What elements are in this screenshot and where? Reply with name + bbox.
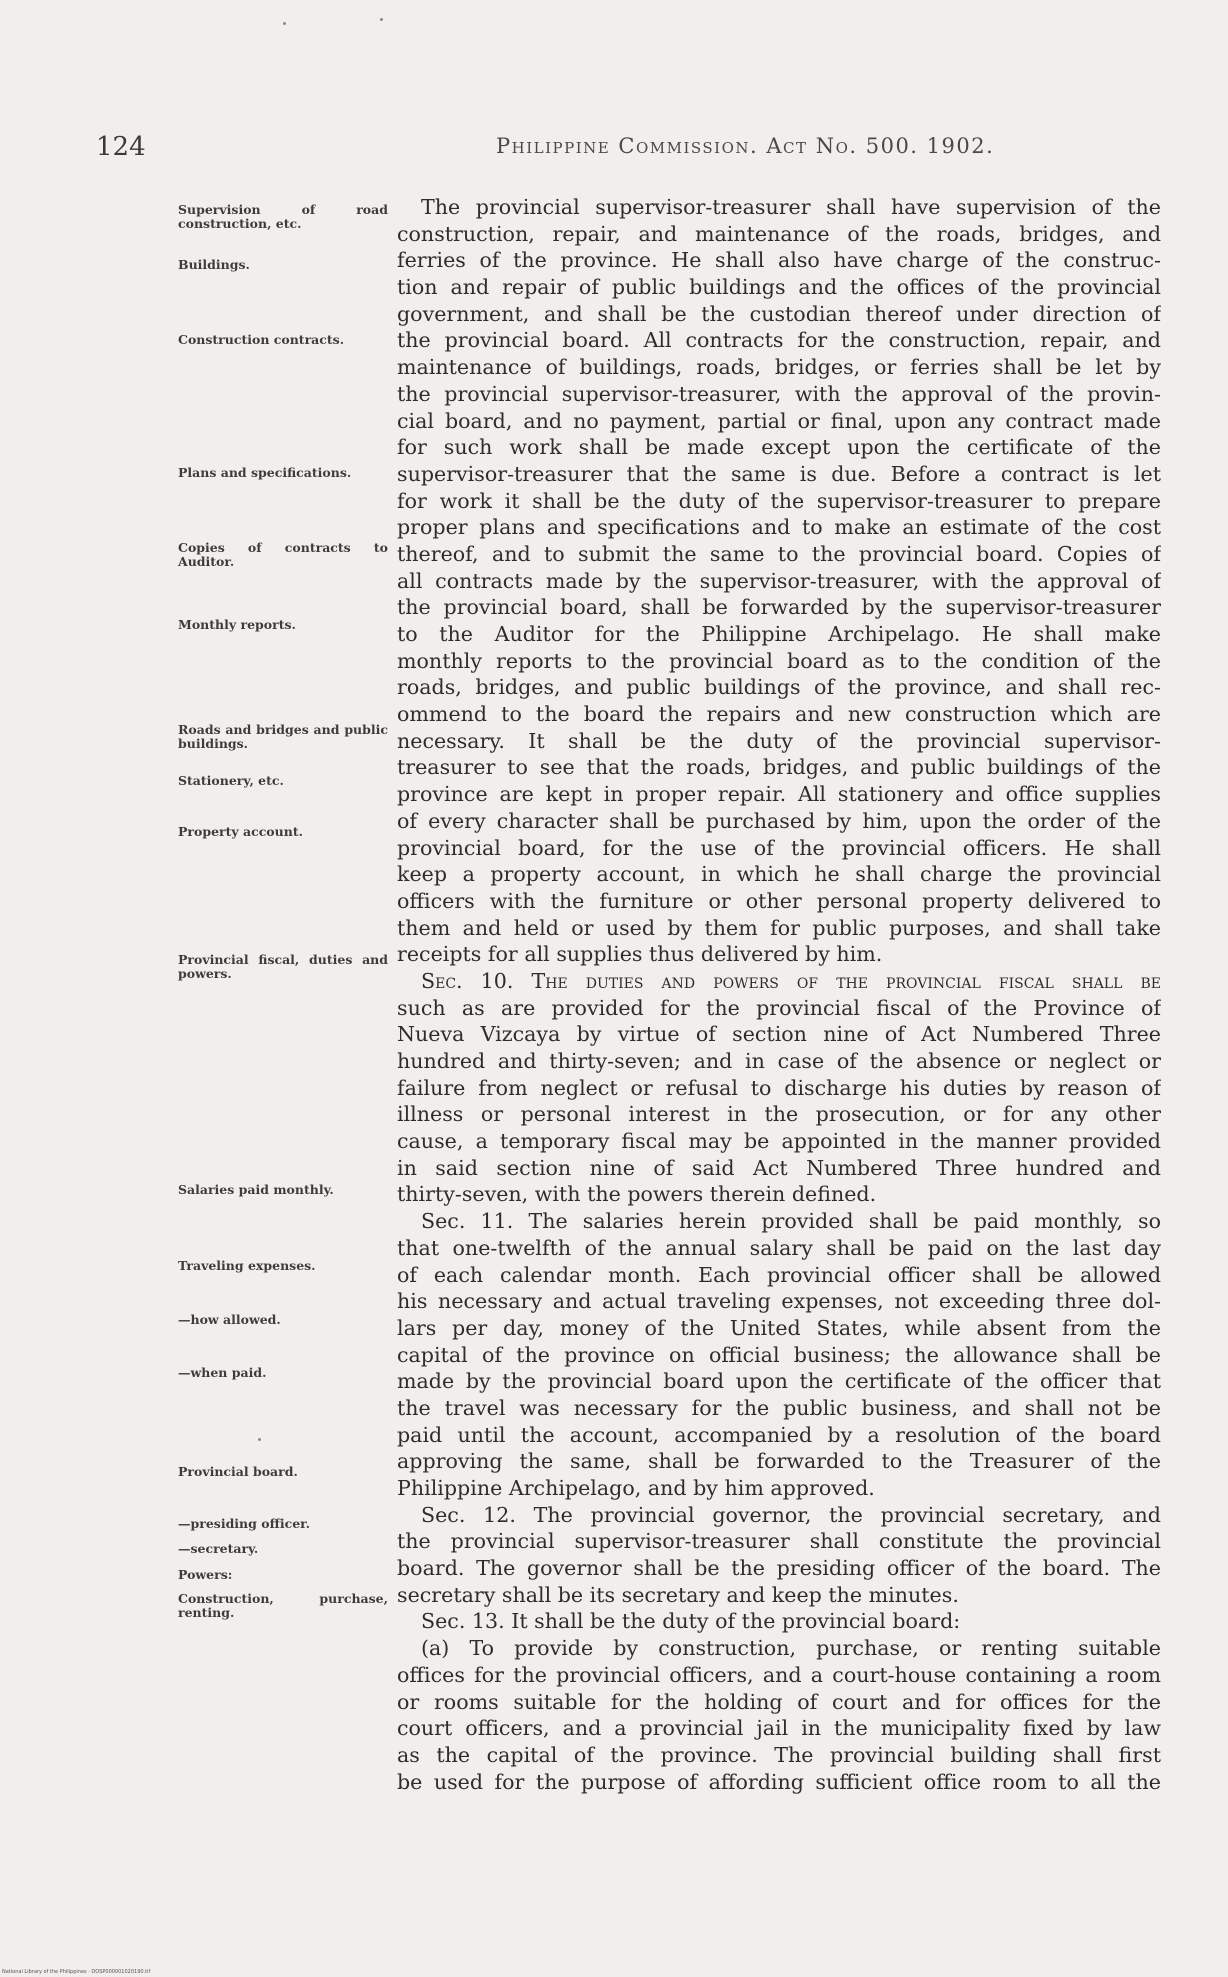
margin-note: Provincial board. [178, 1464, 298, 1479]
margin-note: Supervision of road construction, etc. [178, 202, 388, 231]
section-10-start: Sec. 10. The duties and powers of the provincial fiscal shall be [421, 968, 1161, 993]
clause-a-start: (a) To provide by construction, purchase, or renting suitable [421, 1636, 1161, 1661]
text-line: or rooms suitable for the holding of court and for offices for the [397, 1689, 1161, 1714]
text-line: for such work shall be made except upon the certificate of the [397, 435, 1161, 460]
section-12-start: Sec. 12. The provincial governor, the provincial secretary, and [421, 1502, 1161, 1527]
text-line: such as are provided for the provincial fiscal of the Province of [397, 995, 1161, 1020]
text-line: The provincial supervisor-treasurer shall have supervision of the [421, 195, 1161, 219]
text-line: court officers, and a provincial jail in the municipality fixed by law [397, 1716, 1161, 1741]
text-line: offices for the provincial officers, and a court-house containing a room [397, 1662, 1161, 1687]
text-line: the provincial board. All contracts for the construction, repair, and [397, 328, 1161, 353]
margin-note: Stationery, etc. [178, 773, 284, 788]
margin-note: Construction, purchase, renting. [178, 1591, 388, 1620]
margin-note: Plans and specifications. [178, 465, 352, 480]
section-13-start: Sec. 13. It shall be the duty of the provincial board: [421, 1609, 961, 1634]
margin-note: —when paid. [178, 1365, 267, 1380]
margin-note: Roads and bridges and public buildings. [178, 722, 388, 751]
text-line: the provincial board, shall be forwarded by the supervisor-treasurer [397, 595, 1161, 620]
text-line: monthly reports to the provincial board as to the condition of the [397, 648, 1161, 673]
body-text [397, 194, 1161, 1795]
text-line: officers with the furniture or other personal property delivered to [397, 888, 1161, 913]
text-line: the provincial supervisor-treasurer shall constitute the provincial [397, 1529, 1161, 1554]
text-line: ommend to the board the repairs and new construction which are [397, 702, 1161, 727]
margin-note: Copies of contracts to Auditor. [178, 540, 388, 569]
text-line: roads, bridges, and public buildings of the province, and shall rec- [397, 675, 1161, 700]
text-line: necessary. It shall be the duty of the provincial supervisor- [397, 728, 1161, 753]
text-line: maintenance of buildings, roads, bridges, or ferries shall be let by [397, 355, 1161, 380]
text-line: failure from neglect or refusal to discharge his duties by reason of [397, 1075, 1161, 1100]
margin-note: Monthly reports. [178, 617, 296, 632]
text-line: of each calendar month. Each provincial officer shall be allowed [397, 1262, 1161, 1287]
text-line: Philippine Archipelago, and by him approved. [397, 1476, 875, 1500]
page-header [96, 132, 1121, 166]
running-head: Philippine Commission. Act No. 500. 1902. [496, 134, 995, 158]
margin-note: Construction contracts. [178, 332, 345, 347]
text-line: the provincial supervisor-treasurer, with the approval of the provin- [397, 381, 1161, 406]
margin-note: —secretary. [178, 1541, 259, 1556]
margin-note: Salaries paid monthly. [178, 1182, 334, 1197]
margin-note: Buildings. [178, 257, 250, 272]
text-line: supervisor-treasurer that the same is due. Before a contract is let [397, 461, 1161, 486]
margin-note: Traveling expenses. [178, 1258, 316, 1273]
section-11-start: Sec. 11. The salaries herein provided shall be paid monthly, so [421, 1209, 1161, 1234]
scan-footer: National Library of the Philippines · DOSP000001020190.tif [2, 1969, 151, 1975]
text-line: the travel was necessary for the public business, and shall not be [397, 1395, 1161, 1420]
margin-note: —how allowed. [178, 1312, 281, 1327]
text-line: secretary shall be its secretary and keep the minutes. [397, 1582, 959, 1607]
text-line: provincial board, for the use of the provincial officers. He shall [397, 835, 1161, 860]
text-line: province are kept in proper repair. All stationery and office supplies [397, 782, 1161, 807]
text-line: that one-twelfth of the annual salary shall be paid on the last day [397, 1235, 1161, 1260]
text-line: to the Auditor for the Philippine Archipelago. He shall make [397, 622, 1161, 646]
text-line: proper plans and specifications and to make an estimate of the cost [397, 515, 1161, 540]
text-line: board. The governor shall be the presiding officer of the board. The [397, 1556, 1161, 1581]
text-line: approving the same, shall be forwarded to the Treasurer of the [397, 1449, 1161, 1474]
text-line: lars per day, money of the United States, while absent from the [397, 1315, 1161, 1340]
text-line: receipts for all supplies thus delivered by him. [397, 942, 883, 967]
page-number: 124 [96, 132, 146, 162]
text-line: them and held or used by them for public purposes, and shall take [397, 915, 1161, 940]
text-line: treasurer to see that the roads, bridges, and public buildings of the [397, 755, 1161, 780]
text-line: construction, repair, and maintenance of the roads, bridges, and [397, 221, 1161, 246]
text-line: capital of the province on official business; the allowance shall be [397, 1342, 1161, 1367]
text-line: be used for the purpose of affording sufficient office room to all the [397, 1769, 1161, 1794]
text-line: cause, a temporary fiscal may be appointed in the manner provided [397, 1129, 1161, 1154]
text-line: his necessary and actual traveling expenses, not exceeding three dol- [397, 1289, 1161, 1314]
scan-speck [380, 18, 383, 21]
text-line: tion and repair of public buildings and the offices of the provincial [397, 275, 1161, 300]
text-line: paid until the account, accompanied by a resolution of the board [397, 1422, 1161, 1447]
margin-note: Property account. [178, 824, 303, 839]
text-line: of every character shall be purchased by him, upon the order of the [397, 808, 1161, 833]
text-line: hundred and thirty-seven; and in case of the absence or neglect or [397, 1049, 1161, 1073]
text-line: all contracts made by the supervisor-treasurer, with the approval of [397, 568, 1161, 593]
text-line: keep a property account, in which he shall charge the provincial [397, 862, 1161, 887]
text-line: thereof, and to submit the same to the provincial board. Copies of [397, 541, 1161, 566]
text-line: cial board, and no payment, partial or final, upon any contract made [397, 408, 1161, 433]
margin-note: —presiding officer. [178, 1516, 310, 1531]
margin-note: Powers: [178, 1567, 233, 1582]
margin-note: Provincial fiscal, duties and powers. [178, 952, 388, 981]
scan-speck [258, 1438, 261, 1441]
text-line: illness or personal interest in the prosecution, or for any other [397, 1102, 1161, 1127]
text-line: made by the provincial board upon the certificate of the officer that [397, 1369, 1161, 1394]
text-line: Nueva Vizcaya by virtue of section nine of Act Numbered Three [397, 1022, 1161, 1047]
text-line: thirty-seven, with the powers therein defined. [397, 1182, 877, 1207]
text-line: for work it shall be the duty of the supervisor-treasurer to prepare [397, 488, 1161, 513]
scan-speck [283, 22, 286, 25]
text-line: as the capital of the province. The provincial building shall first [397, 1742, 1161, 1767]
text-line: government, and shall be the custodian thereof under direction of [397, 301, 1161, 326]
text-line: ferries of the province. He shall also have charge of the construc- [397, 248, 1161, 273]
text-line: in said section nine of said Act Numbered Three hundred and [397, 1155, 1161, 1180]
